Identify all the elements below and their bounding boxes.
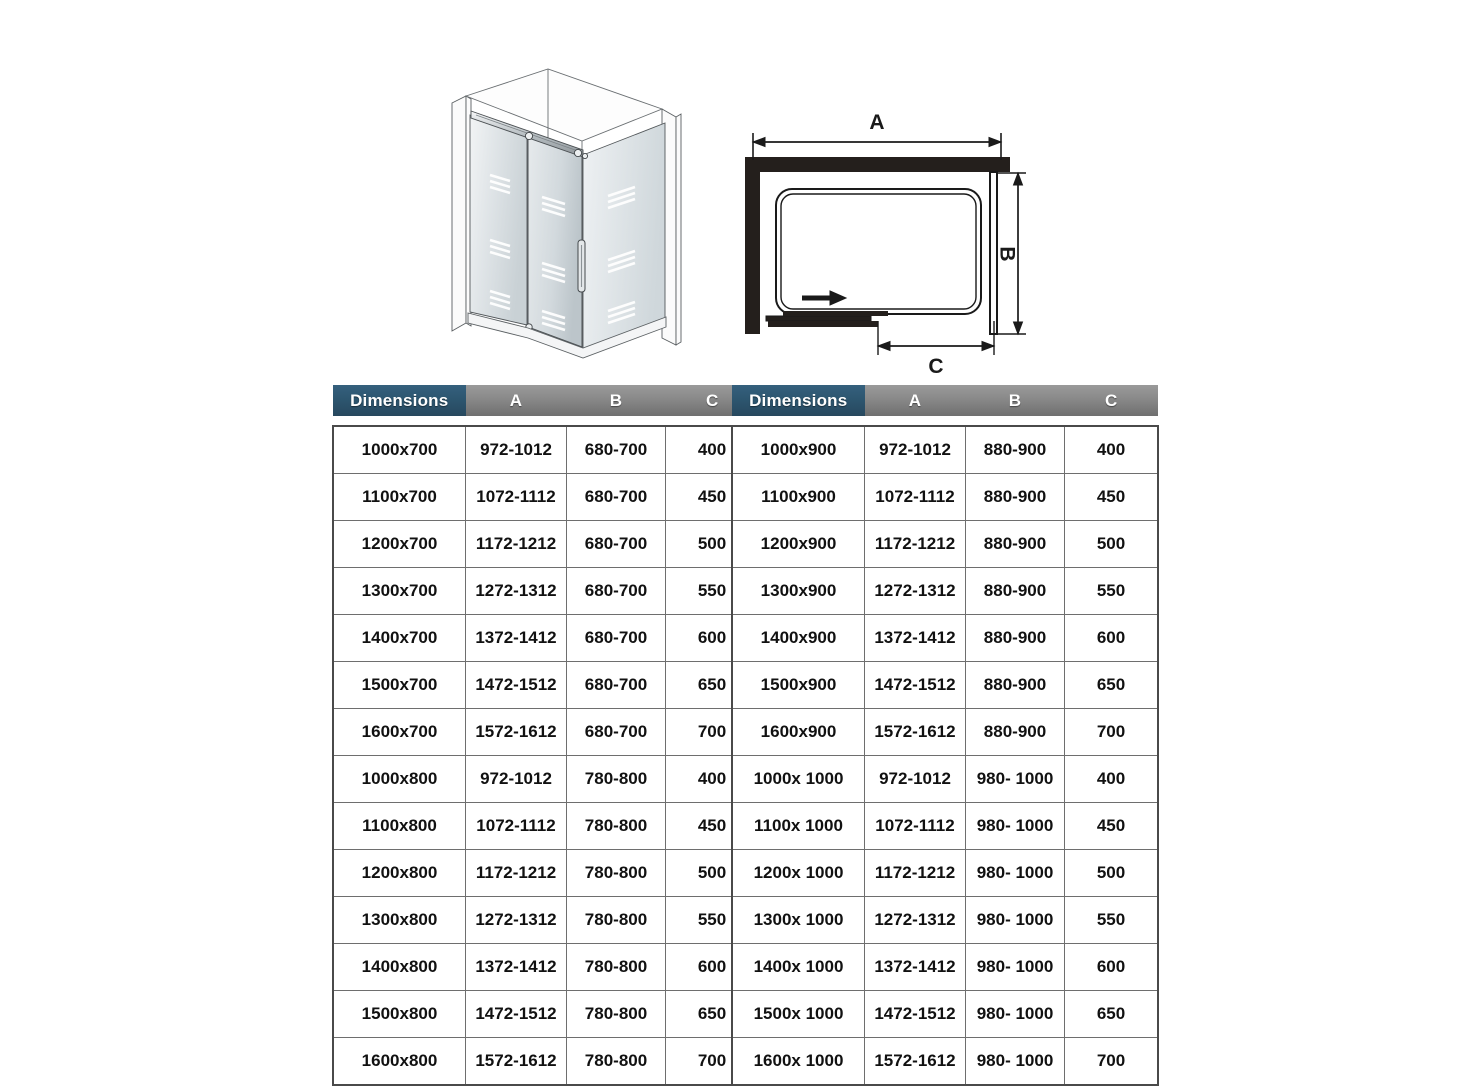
- cell-b: 980- 1000: [966, 944, 1065, 991]
- table-row: [732, 568, 1158, 615]
- cell-c: 500: [1065, 521, 1159, 568]
- cell-dimensions: 1200x900: [732, 521, 865, 568]
- door-handle: [578, 240, 585, 292]
- cell-c: 650: [1065, 662, 1159, 709]
- header-spacer-row: [333, 416, 759, 426]
- cell-b: 680-700: [567, 662, 666, 709]
- table-right-header: [732, 385, 1158, 426]
- cell-dimensions: 1200x800: [333, 850, 466, 897]
- cell-c: 550: [666, 897, 760, 944]
- cell-b: 680-700: [567, 474, 666, 521]
- cell-b: 780-800: [567, 756, 666, 803]
- cell-c: 700: [666, 709, 760, 756]
- table-row: [732, 426, 1158, 474]
- table-row: [732, 615, 1158, 662]
- table-row: [333, 521, 759, 568]
- cell-b: 680-700: [567, 521, 666, 568]
- cell-dimensions: 1100x700: [333, 474, 466, 521]
- dimensions-table-right: [731, 385, 1159, 1086]
- table-row: [333, 709, 759, 756]
- table-row: [333, 850, 759, 897]
- cell-a: 1372-1412: [865, 615, 966, 662]
- table-row: [333, 897, 759, 944]
- cell-b: 780-800: [567, 803, 666, 850]
- cell-c: 600: [1065, 615, 1159, 662]
- cell-b: 880-900: [966, 521, 1065, 568]
- dimensions-table-left: [332, 385, 760, 1086]
- cell-dimensions: 1100x800: [333, 803, 466, 850]
- table-row: [333, 662, 759, 709]
- cell-b: 980- 1000: [966, 756, 1065, 803]
- cell-c: 500: [666, 850, 760, 897]
- plan-view-diagram: [728, 105, 1068, 375]
- side-return-glass-panel: [583, 123, 665, 349]
- cell-dimensions: 1500x700: [333, 662, 466, 709]
- cell-dimensions: 1400x800: [333, 944, 466, 991]
- cell-c: 650: [666, 991, 760, 1038]
- dimensions-table-right-wrapper: [731, 385, 1159, 1086]
- cell-c: 600: [666, 944, 760, 991]
- cell-a: 1472-1512: [466, 662, 567, 709]
- cell-b: 880-900: [966, 615, 1065, 662]
- header-spacer-cell: [333, 416, 759, 426]
- cell-a: 1072-1112: [466, 803, 567, 850]
- cell-dimensions: 1100x900: [732, 474, 865, 521]
- cell-b: 880-900: [966, 662, 1065, 709]
- cell-dimensions: 1400x900: [732, 615, 865, 662]
- cell-a: 1272-1312: [466, 568, 567, 615]
- cell-dimensions: 1600x700: [333, 709, 466, 756]
- table-row: [732, 944, 1158, 991]
- cell-a: 1572-1612: [865, 709, 966, 756]
- cell-a: 1572-1612: [466, 1038, 567, 1086]
- table-row: [333, 991, 759, 1038]
- cell-c: 400: [666, 426, 760, 474]
- cell-dimensions: 1000x700: [333, 426, 466, 474]
- header-a: A: [466, 385, 567, 416]
- cell-a: 1472-1512: [466, 991, 567, 1038]
- dimensions-table-left-wrapper: [332, 385, 760, 1086]
- table-row: [333, 474, 759, 521]
- cell-dimensions: 1600x900: [732, 709, 865, 756]
- cell-b: 980- 1000: [966, 991, 1065, 1038]
- dimension-c-label: C: [928, 355, 944, 375]
- cell-b: 680-700: [567, 426, 666, 474]
- cell-c: 400: [666, 756, 760, 803]
- cell-dimensions: 1100x 1000: [732, 803, 865, 850]
- cell-dimensions: 1400x700: [333, 615, 466, 662]
- cell-a: 1272-1312: [466, 897, 567, 944]
- cell-dimensions: 1500x 1000: [732, 991, 865, 1038]
- dimension-c: [878, 321, 994, 375]
- cell-a: 972-1012: [865, 426, 966, 474]
- dimension-b-label: B: [995, 246, 1019, 262]
- cell-a: 1272-1312: [865, 568, 966, 615]
- cell-b: 780-800: [567, 897, 666, 944]
- cell-a: 1472-1512: [865, 662, 966, 709]
- cell-dimensions: 1300x700: [333, 568, 466, 615]
- cell-c: 400: [1065, 426, 1159, 474]
- table-row: [732, 850, 1158, 897]
- cell-a: 1172-1212: [865, 850, 966, 897]
- table-row: [732, 709, 1158, 756]
- cell-a: 1372-1412: [865, 944, 966, 991]
- cell-dimensions: 1000x900: [732, 426, 865, 474]
- cell-c: 700: [1065, 709, 1159, 756]
- header-dimensions: Dimensions: [333, 385, 466, 416]
- shower-tray-outline: [776, 189, 981, 314]
- cell-c: 600: [666, 615, 760, 662]
- table-right-body: [732, 426, 1158, 1085]
- cell-c: 600: [1065, 944, 1159, 991]
- table-right-header-row: [732, 385, 1158, 416]
- cell-b: 780-800: [567, 991, 666, 1038]
- cell-a: 1572-1612: [865, 1038, 966, 1086]
- table-row: [333, 1038, 759, 1086]
- header-c: C: [666, 385, 760, 416]
- dimension-a: [753, 111, 1001, 160]
- cell-a: 1172-1212: [466, 850, 567, 897]
- table-row: [333, 944, 759, 991]
- cell-dimensions: 1200x700: [333, 521, 466, 568]
- cell-a: 1372-1412: [466, 944, 567, 991]
- header-b: B: [567, 385, 666, 416]
- cell-b: 880-900: [966, 568, 1065, 615]
- table-row: [732, 803, 1158, 850]
- cell-dimensions: 1000x 1000: [732, 756, 865, 803]
- cell-a: 1072-1112: [466, 474, 567, 521]
- cell-a: 972-1012: [865, 756, 966, 803]
- cell-b: 780-800: [567, 850, 666, 897]
- cell-dimensions: 1200x 1000: [732, 850, 865, 897]
- cell-dimensions: 1300x900: [732, 568, 865, 615]
- cell-a: 1072-1112: [865, 803, 966, 850]
- cell-c: 450: [1065, 803, 1159, 850]
- isometric-enclosure-diagram: [430, 55, 695, 375]
- cell-a: 1172-1212: [466, 521, 567, 568]
- cell-a: 1172-1212: [865, 521, 966, 568]
- table-left-body: [333, 426, 759, 1085]
- header-dimensions: Dimensions: [732, 385, 865, 416]
- cell-a: 1272-1312: [865, 897, 966, 944]
- cell-b: 980- 1000: [966, 850, 1065, 897]
- table-left-header-row: [333, 385, 759, 416]
- cell-a: 1072-1112: [865, 474, 966, 521]
- cell-a: 1372-1412: [466, 615, 567, 662]
- header-spacer-cell: [732, 416, 1158, 426]
- cell-c: 700: [666, 1038, 760, 1086]
- cell-c: 450: [666, 803, 760, 850]
- cell-c: 400: [1065, 756, 1159, 803]
- cell-dimensions: 1500x900: [732, 662, 865, 709]
- cell-c: 500: [1065, 850, 1159, 897]
- table-row: [333, 803, 759, 850]
- dimension-b: [995, 173, 1026, 334]
- cell-c: 550: [666, 568, 760, 615]
- cell-a: 1572-1612: [466, 709, 567, 756]
- cell-dimensions: 1600x800: [333, 1038, 466, 1086]
- sliding-door-plan: [766, 311, 888, 327]
- table-row: [333, 615, 759, 662]
- table-left-header: [333, 385, 759, 426]
- header-a: A: [865, 385, 966, 416]
- cell-dimensions: 1600x 1000: [732, 1038, 865, 1086]
- cell-b: 980- 1000: [966, 803, 1065, 850]
- header-b: B: [966, 385, 1065, 416]
- cell-b: 680-700: [567, 615, 666, 662]
- cell-dimensions: 1500x800: [333, 991, 466, 1038]
- cell-b: 880-900: [966, 474, 1065, 521]
- cell-b: 780-800: [567, 1038, 666, 1086]
- cell-b: 980- 1000: [966, 897, 1065, 944]
- cell-b: 680-700: [567, 709, 666, 756]
- table-row: [333, 426, 759, 474]
- cell-dimensions: 1300x 1000: [732, 897, 865, 944]
- cell-b: 880-900: [966, 426, 1065, 474]
- table-row: [732, 474, 1158, 521]
- cell-b: 980- 1000: [966, 1038, 1065, 1086]
- table-row: [333, 568, 759, 615]
- cell-dimensions: 1300x800: [333, 897, 466, 944]
- cell-c: 500: [666, 521, 760, 568]
- table-row: [333, 756, 759, 803]
- dimension-a-label: A: [869, 111, 885, 134]
- header-spacer-row: [732, 416, 1158, 426]
- cell-a: 1472-1512: [865, 991, 966, 1038]
- cell-c: 700: [1065, 1038, 1159, 1086]
- cell-dimensions: 1400x 1000: [732, 944, 865, 991]
- cell-c: 650: [1065, 991, 1159, 1038]
- cell-b: 780-800: [567, 944, 666, 991]
- cell-a: 972-1012: [466, 756, 567, 803]
- cell-b: 880-900: [966, 709, 1065, 756]
- table-row: [732, 662, 1158, 709]
- header-c: C: [1065, 385, 1159, 416]
- table-row: [732, 756, 1158, 803]
- cell-b: 680-700: [567, 568, 666, 615]
- cell-dimensions: 1000x800: [333, 756, 466, 803]
- cell-c: 550: [1065, 897, 1159, 944]
- table-row: [732, 897, 1158, 944]
- table-row: [732, 991, 1158, 1038]
- cell-c: 650: [666, 662, 760, 709]
- cell-c: 450: [1065, 474, 1159, 521]
- table-row: [732, 521, 1158, 568]
- table-row: [732, 1038, 1158, 1086]
- diagram-area: [0, 0, 1457, 378]
- cell-c: 450: [666, 474, 760, 521]
- cell-c: 550: [1065, 568, 1159, 615]
- cell-a: 972-1012: [466, 426, 567, 474]
